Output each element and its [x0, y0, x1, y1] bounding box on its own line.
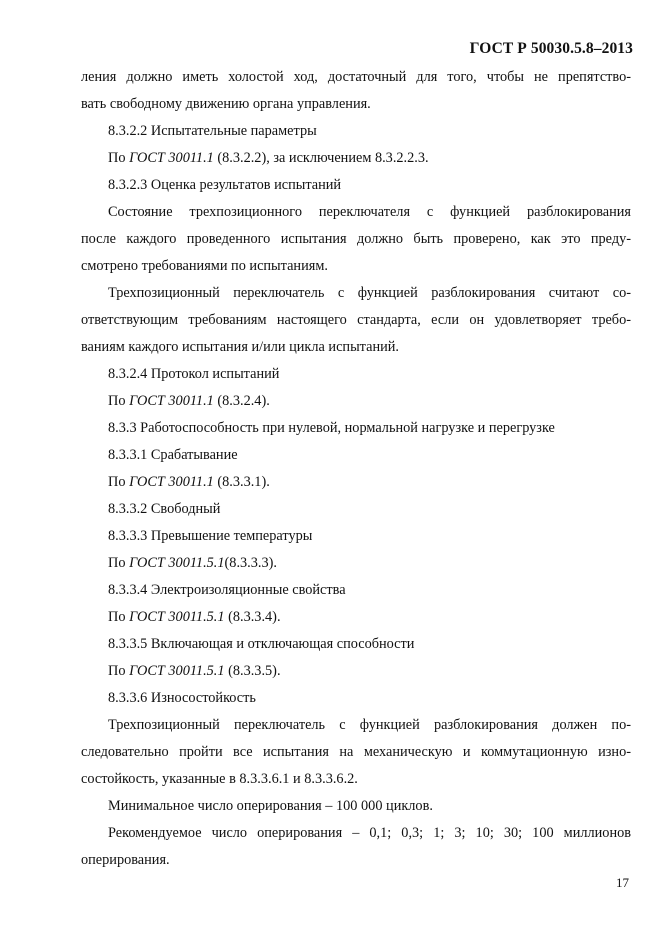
text-run: Рекомендуемое число оперирования – 0,1; 0,3; 1; 3; 10; 30; 100 миллионов — [108, 825, 631, 841]
document-header-title: ГОСТ Р 50030.5.8–2013 — [469, 40, 633, 57]
text-run: (8.3.3.1). — [213, 474, 270, 490]
text-run: (8.3.2.2), за исключением 8.3.2.2.3. — [213, 150, 429, 166]
text-line — [81, 631, 631, 658]
text-run: ления должно иметь холостой ход, достаточный для того, чтобы не препятство- — [81, 69, 631, 85]
text-run: (8.3.3.4). — [224, 609, 281, 625]
text-run: ответствующим требованиям настоящего стандарта, если он удовлетворяет требо- — [81, 312, 631, 328]
text-run: 8.3.2.4 Протокол испытаний — [108, 366, 280, 382]
text-run: По — [108, 555, 130, 571]
text-run: По — [108, 393, 130, 409]
text-run: 8.3.3.5 Включающая и отключающая способности — [108, 636, 415, 652]
text-run: (8.3.3.3). — [224, 555, 277, 571]
text-line — [81, 280, 631, 307]
standard-reference: ГОСТ 30011.1 — [129, 393, 214, 409]
text-line — [81, 307, 631, 334]
standard-reference: ГОСТ 30011.1 — [129, 150, 214, 166]
text-line — [81, 550, 631, 577]
text-line — [81, 604, 631, 631]
text-run: По — [108, 474, 130, 490]
text-run: Трехпозиционный переключатель с функцией разблокирования считают со- — [108, 285, 631, 301]
text-line — [81, 847, 631, 874]
text-run: вать свободному движению органа управления. — [81, 96, 371, 112]
text-run: По — [108, 150, 130, 166]
text-line — [81, 712, 631, 739]
text-line — [81, 496, 631, 523]
text-run: 8.3.2.3 Оценка результатов испытаний — [108, 177, 342, 193]
text-run: 8.3.3.1 Срабатывание — [108, 447, 238, 463]
standard-reference: ГОСТ 30011.1 — [129, 474, 214, 490]
text-run: 8.3.3.2 Свободный — [108, 501, 221, 517]
text-line — [81, 145, 631, 172]
text-run: (8.3.2.4). — [213, 393, 270, 409]
text-line — [81, 334, 631, 361]
text-line — [81, 469, 631, 496]
text-line — [81, 658, 631, 685]
text-line — [81, 523, 631, 550]
text-line — [81, 253, 631, 280]
text-run: 8.3.3.6 Износостойкость — [108, 690, 256, 706]
text-run: состойкость, указанные в 8.3.3.6.1 и 8.3.3.6.2. — [81, 771, 358, 787]
text-run: оперирования. — [81, 852, 170, 868]
text-line — [81, 118, 631, 145]
text-line — [81, 739, 631, 766]
text-run: следовательно пройти все испытания на механическую и коммутационную изно- — [81, 744, 631, 760]
text-line — [81, 793, 631, 820]
text-line — [81, 766, 631, 793]
text-line — [81, 64, 631, 91]
text-line — [81, 685, 631, 712]
text-run: смотрено требованиями по испытаниям. — [81, 258, 328, 274]
text-run: По — [108, 663, 130, 679]
text-line — [81, 577, 631, 604]
text-line — [81, 415, 631, 442]
text-run: 8.3.3.3 Превышение температуры — [108, 528, 313, 544]
standard-reference: ГОСТ 30011.5.1 — [129, 555, 225, 571]
text-run: 8.3.3 Работоспособность при нулевой, нормальной нагрузке и перегрузке — [108, 420, 555, 436]
text-line — [81, 226, 631, 253]
text-run: Трехпозиционный переключатель с функцией разблокирования должен по- — [108, 717, 631, 733]
document-body — [81, 64, 631, 874]
text-run: ваниям каждого испытания и/или цикла испытаний. — [81, 339, 399, 355]
text-run: (8.3.3.5). — [224, 663, 281, 679]
text-line — [81, 199, 631, 226]
text-line — [81, 820, 631, 847]
text-line — [81, 388, 631, 415]
text-run: 8.3.3.4 Электроизоляционные свойства — [108, 582, 346, 598]
standard-reference: ГОСТ 30011.5.1 — [129, 663, 225, 679]
text-line — [81, 172, 631, 199]
text-run: Минимальное число оперирования – 100 000 циклов. — [108, 798, 433, 814]
standard-reference: ГОСТ 30011.5.1 — [129, 609, 225, 625]
text-line — [81, 361, 631, 388]
text-line — [81, 442, 631, 469]
page-number: 17 — [616, 875, 629, 890]
text-run: По — [108, 609, 130, 625]
text-run: после каждого проведенного испытания должно быть проверено, как это преду- — [81, 231, 631, 247]
text-run: 8.3.2.2 Испытательные параметры — [108, 123, 317, 139]
text-run: Состояние трехпозиционного переключателя с функцией разблокирования — [108, 204, 631, 220]
text-line — [81, 91, 631, 118]
